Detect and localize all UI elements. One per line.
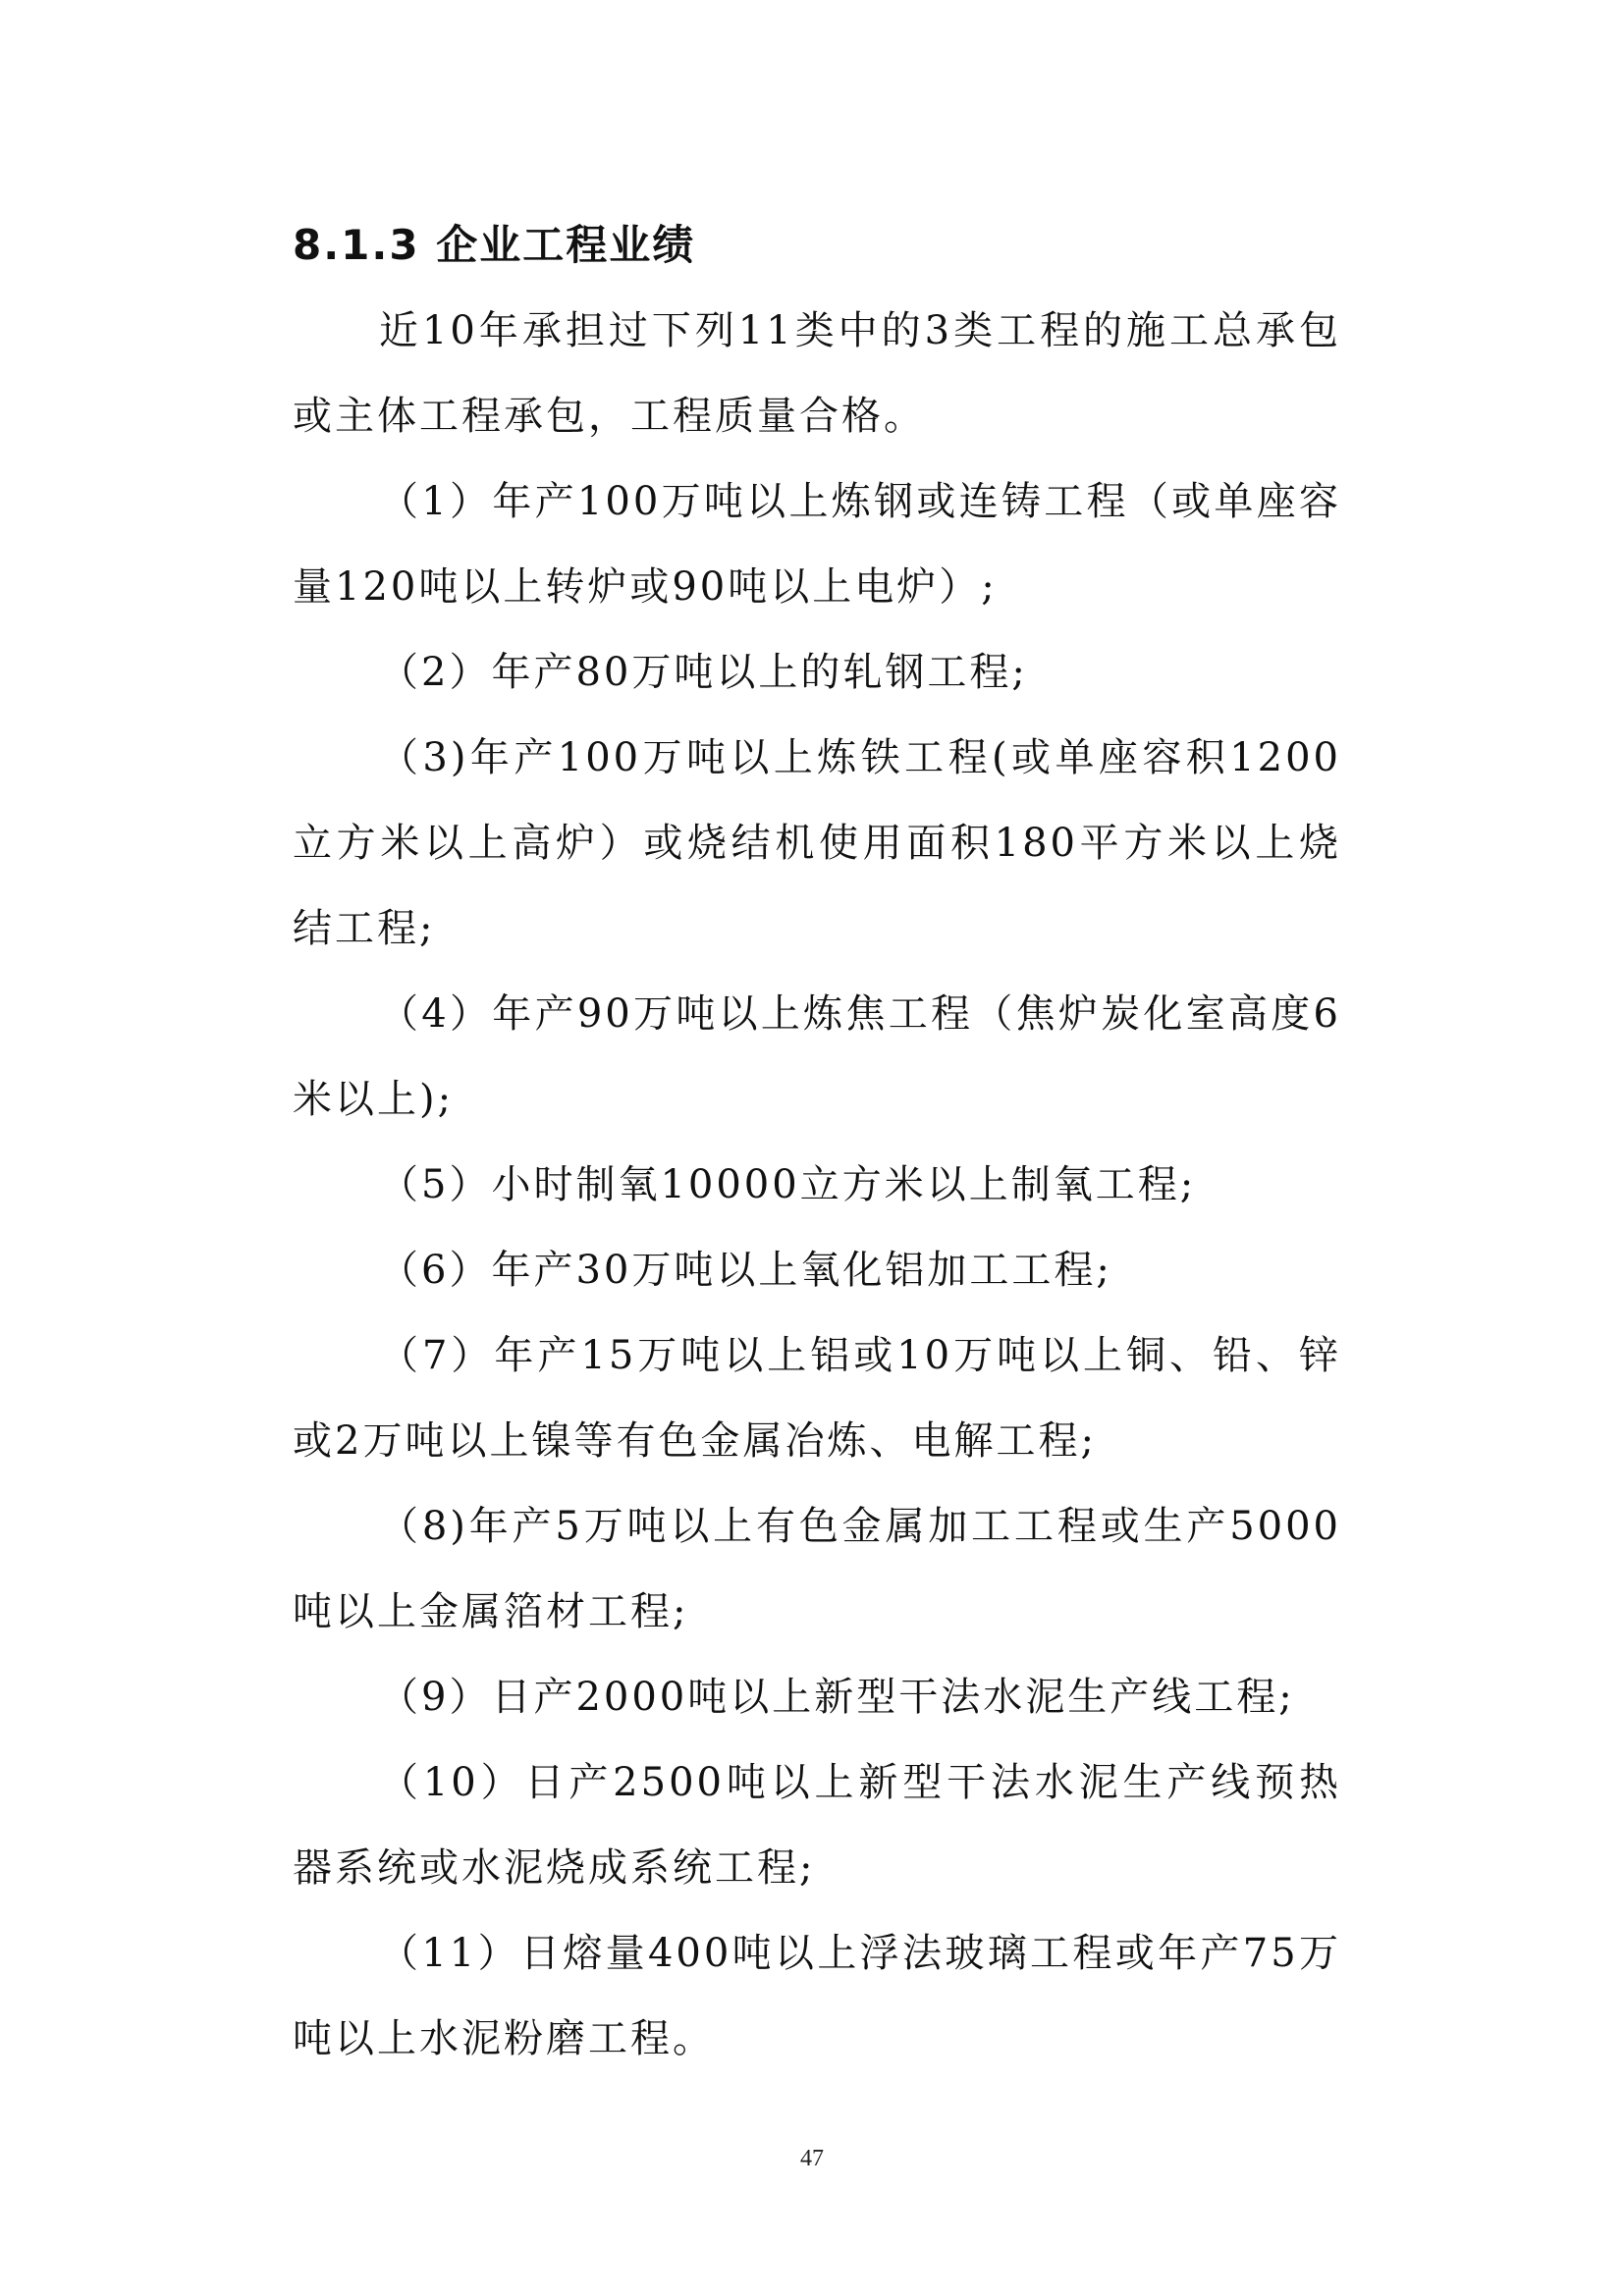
list-item: （6）年产30万吨以上氧化铝加工工程; — [379, 1248, 1112, 1293]
list-item: （7）年产15万吨以上铝或10万吨以上铜、铅、锌或2万吨以上镍等有色金属冶炼、电解工程; — [293, 1333, 1341, 1464]
list-item: （1）年产100万吨以上炼钢或连铸工程（或单座容量120吨以上转炉或90吨以上电炉）; — [293, 479, 1341, 610]
list-item: （8)年产5万吨以上有色金属加工工程或生产5000吨以上金属箔材工程; — [293, 1504, 1341, 1634]
intro-paragraph: 近10年承担过下列11类中的3类工程的施工总承包或主体工程承包，工程质量合格。 — [293, 308, 1341, 439]
list-item: （2）年产80万吨以上的轧钢工程; — [379, 650, 1028, 695]
list-item: （11）日熔量400吨以上浮法玻璃工程或年产75万吨以上水泥粉磨工程。 — [293, 1931, 1341, 2061]
list-item: （9）日产2000吨以上新型干法水泥生产线工程; — [379, 1675, 1295, 1720]
list-item: （10）日产2500吨以上新型干法水泥生产线预热器系统或水泥烧成系统工程; — [293, 1760, 1341, 1891]
list-item: （4）年产90万吨以上炼焦工程（焦炉炭化室高度6米以上); — [293, 991, 1341, 1122]
list-item: （5）小时制氧10000立方米以上制氧工程; — [379, 1162, 1197, 1207]
page-number: 47 — [800, 2146, 824, 2171]
section-heading: 8.1.3 企业工程业绩 — [293, 221, 696, 269]
list-item: （3)年产100万吨以上炼铁工程(或单座容积1200立方米以上高炉）或烧结机使用面积180平方米以上烧结工程; — [293, 735, 1341, 951]
page-content — [293, 202, 1341, 2082]
